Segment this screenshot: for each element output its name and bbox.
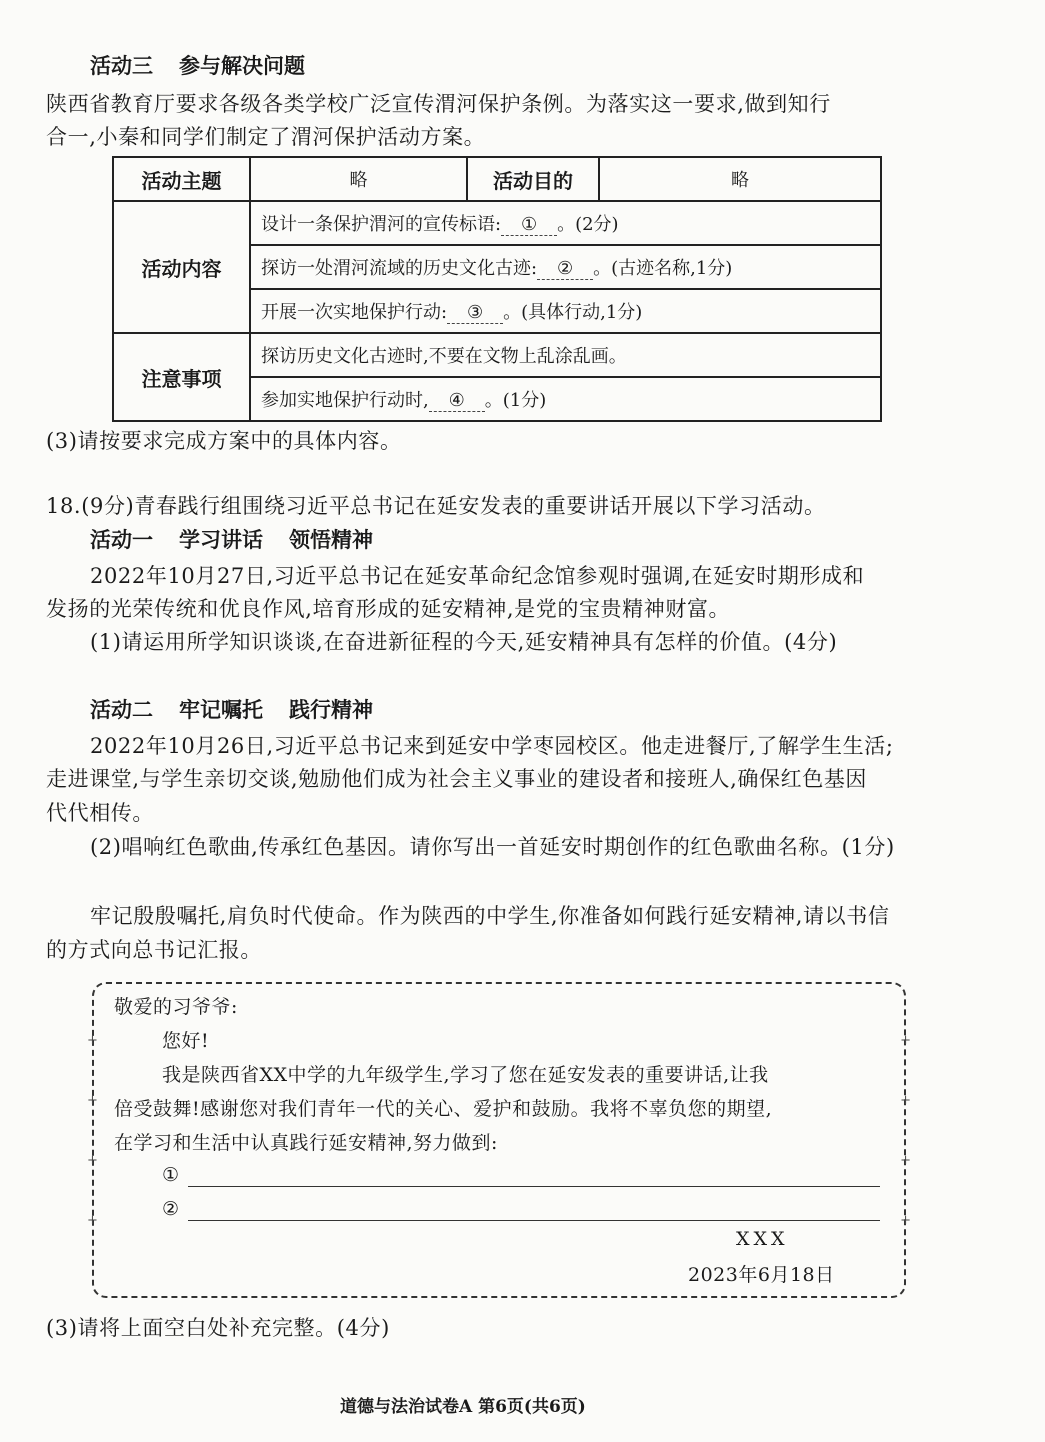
q18-activity2-para-2: 走进课堂,与学生亲切交谈,勉励他们成为社会主义事业的建设者和接班人,确保红色基因 — [46, 767, 868, 791]
blank-3[interactable]: ③ — [447, 302, 503, 324]
q18-question-3: (3)请将上面空白处补充完整。(4分) — [46, 1316, 390, 1340]
letter-salutation: 敬爱的习爷爷: — [114, 996, 238, 1018]
activity3-intro-line-2: 合一,小秦和同学们制定了渭河保护活动方案。 — [46, 125, 486, 149]
page-footer: 道德与法治试卷A 第6页(共6页) — [340, 1397, 586, 1417]
goal-label: 活动目的 — [467, 157, 599, 201]
blank-4[interactable]: ④ — [429, 390, 485, 412]
q18-letter-prompt-1: 牢记殷殷嘱托,肩负时代使命。作为陕西的中学生,你准备如何践行延安精神,请以书信 — [90, 904, 890, 928]
border-cross-icon: + — [900, 1153, 911, 1168]
letter-body-2: 倍受鼓舞!感谢您对我们青年一代的关心、爱护和鼓励。我将不辜负您的期望, — [114, 1098, 773, 1120]
border-cross-icon: + — [87, 1213, 98, 1228]
border-cross-icon: + — [87, 1153, 98, 1168]
blank-1[interactable]: ① — [501, 214, 557, 236]
q18-activity2-heading: 活动二 牢记嘱托 践行精神 — [90, 698, 373, 722]
letter-body-1: 我是陕西省XX中学的九年级学生,学习了您在延安发表的重要讲话,让我 — [162, 1064, 769, 1086]
activity3-intro-line-1: 陕西省教育厅要求各级各类学校广泛宣传渭河保护条例。为落实这一要求,做到知行 — [46, 92, 831, 116]
q18-activity2-para-1: 2022年10月26日,习近平总书记来到延安中学枣园校区。他走进餐厅,了解学生生活; — [90, 734, 894, 758]
notes-label: 注意事项 — [113, 333, 250, 421]
content-label: 活动内容 — [113, 201, 250, 333]
letter-item-1-marker: ① — [162, 1164, 180, 1186]
content-row-2: 探访一处渭河流域的历史文化古迹: ② 。(古迹名称,1分) — [250, 245, 881, 289]
border-cross-icon: + — [900, 1093, 911, 1108]
letter-body-3: 在学习和生活中认真践行延安精神,努力做到: — [114, 1132, 498, 1154]
q18-letter-prompt-2: 的方式向总书记汇报。 — [46, 938, 262, 962]
q18-question-1: (1)请运用所学知识谈谈,在奋进新征程的今天,延安精神具有怎样的价值。(4分) — [90, 630, 838, 654]
content-row-1: 设计一条保护渭河的宣传标语: ① 。(2分) — [250, 201, 881, 245]
q18-activity2-para-3: 代代相传。 — [46, 801, 154, 825]
activity3-heading-label: 活动三 — [90, 54, 153, 78]
notes-row-2: 参加实地保护行动时, ④ 。(1分) — [250, 377, 881, 421]
theme-label: 活动主题 — [113, 157, 250, 201]
border-cross-icon: + — [900, 1033, 911, 1048]
activity3-heading-title: 参与解决问题 — [179, 54, 305, 78]
q18-intro: 18.(9分)青春践行组围绕习近平总书记在延安发表的重要讲话开展以下学习活动。 — [46, 494, 826, 518]
letter-item-1-answer-line[interactable] — [188, 1186, 880, 1187]
activity-plan-table — [112, 156, 882, 422]
border-cross-icon: + — [900, 1213, 911, 1228]
letter-box — [87, 982, 911, 1298]
theme-value: 略 — [250, 157, 467, 201]
content-row-3: 开展一次实地保护行动: ③ 。(具体行动,1分) — [250, 289, 881, 333]
border-cross-icon: + — [87, 1033, 98, 1048]
blank-2[interactable]: ② — [537, 258, 593, 280]
letter-date: 2023年6月18日 — [688, 1264, 835, 1286]
activity3-question-3: (3)请按要求完成方案中的具体内容。 — [46, 429, 402, 453]
border-cross-icon: + — [87, 1093, 98, 1108]
activity3-heading — [90, 50, 305, 80]
goal-value: 略 — [599, 157, 881, 201]
q18-activity1-para-2: 发扬的光荣传统和优良作风,培育形成的延安精神,是党的宝贵精神财富。 — [46, 597, 731, 621]
q18-activity1-para-1: 2022年10月27日,习近平总书记在延安革命纪念馆参观时强调,在延安时期形成和 — [90, 564, 865, 588]
q18-activity1-heading: 活动一 学习讲话 领悟精神 — [90, 528, 373, 552]
letter-item-2-answer-line[interactable] — [188, 1220, 880, 1221]
q18-question-2: (2)唱响红色歌曲,传承红色基因。请你写出一首延安时期创作的红色歌曲名称。(1分) — [90, 835, 895, 859]
letter-signature: XXX — [736, 1228, 789, 1250]
notes-row-1: 探访历史文化古迹时,不要在文物上乱涂乱画。 — [250, 333, 881, 377]
letter-item-2-marker: ② — [162, 1198, 180, 1220]
letter-greeting: 您好! — [162, 1030, 210, 1052]
